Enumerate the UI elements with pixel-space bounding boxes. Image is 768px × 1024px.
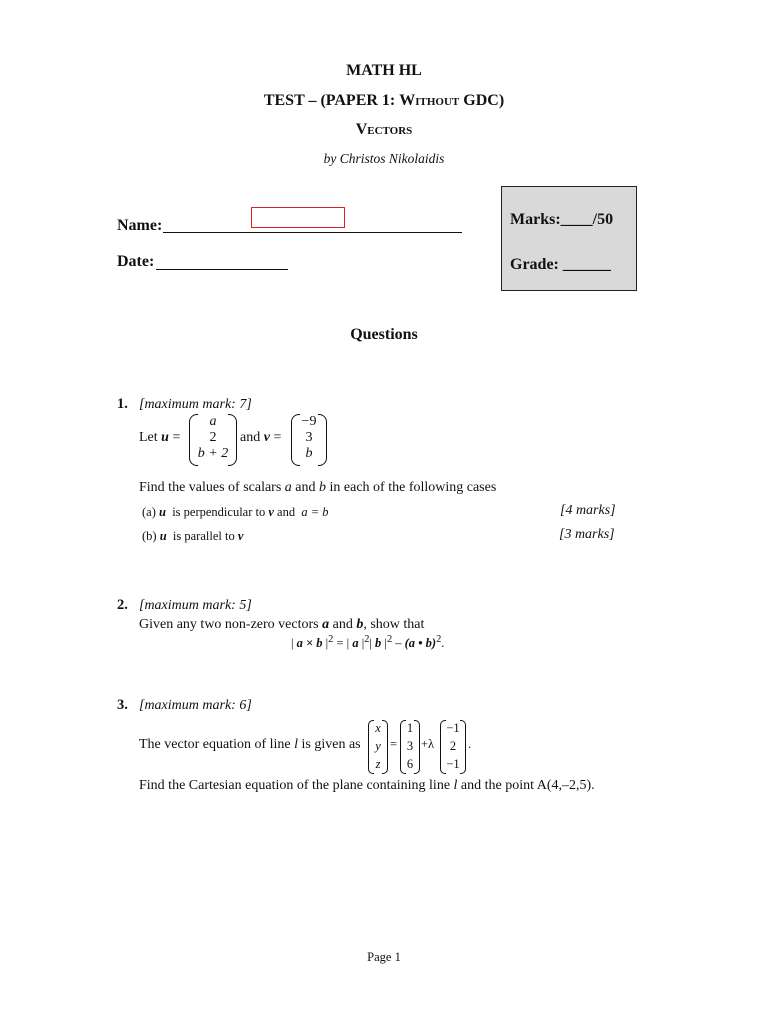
q2-text-post: , show that (363, 617, 425, 632)
q1a-text: is perpendicular to (165, 505, 269, 519)
q1-u-entry-3: b + 2 (197, 446, 229, 461)
marks-grade-box (501, 186, 637, 291)
q1-instr-pre: Find the values of scalars (139, 480, 285, 495)
q1-instr-b: b (319, 480, 327, 495)
q1-u-symbol: u (161, 430, 169, 445)
q1-and: and (240, 430, 261, 445)
q3-find-pre: Find the Cartesian equation of the plane containing line (139, 778, 454, 793)
q2-period: . (441, 636, 445, 651)
q1-and-v (240, 430, 281, 446)
abs-bar-2: | (325, 636, 329, 651)
grade-field (510, 256, 611, 274)
q3-find-post: and the point A(4,–2,5). (457, 778, 595, 793)
q3-text-post: is given as (298, 737, 361, 752)
q1a-marks: [4 marks] (560, 503, 616, 518)
page-number: Page 1 (367, 950, 401, 964)
q1-let (139, 430, 180, 446)
q3-p2: 3 (406, 739, 414, 753)
q3-equals: = (390, 737, 398, 751)
q1-eq-1: = (172, 430, 181, 445)
q3-y: y (375, 739, 381, 753)
q3-direction-vector (440, 720, 466, 772)
q1b-text: is parallel to (166, 529, 238, 543)
q1-v-entry-1: −9 (301, 414, 317, 429)
q2-exp-2: 2 (364, 634, 370, 645)
q3-d3: −1 (446, 757, 460, 771)
q1b-marks: [3 marks] (559, 527, 615, 542)
abs-bar-4: | (361, 636, 365, 651)
q1-max-mark: [maximum mark: 7] (139, 397, 252, 412)
marks-blank: ____ (560, 211, 593, 228)
q3-find (139, 778, 595, 794)
q2-exp-3: 2 (386, 634, 393, 645)
questions-heading: Questions (350, 326, 418, 343)
subtitle-suffix: GDC) (459, 92, 505, 109)
q3-x: x (375, 721, 381, 735)
q1-u-entry-1: a (209, 414, 217, 429)
q1-v-symbol: v (263, 430, 270, 445)
topic-title: Vectors (355, 121, 413, 138)
q2-number: 2. (117, 597, 128, 613)
q1a-v: v (268, 505, 274, 519)
grade-blank: ______ (562, 256, 611, 273)
q2-and: and (329, 617, 357, 632)
q2-max-mark: [maximum mark: 5] (139, 598, 252, 613)
abs-bar-3: | (346, 636, 350, 651)
q3-find-l: l (453, 778, 458, 793)
q1a-label: (a) (142, 505, 156, 519)
q1-u-entry-2: 2 (209, 430, 217, 445)
test-subtitle (0, 92, 768, 110)
q1b-v: v (237, 529, 244, 543)
q2-eq: = (333, 636, 347, 651)
subtitle-prefix: TEST – (PAPER 1: (263, 92, 400, 109)
q1b-u: u (159, 529, 167, 543)
grade-label: Grade: (510, 256, 559, 273)
q1-v-entry-2: 3 (305, 430, 313, 445)
q1-number: 1. (117, 396, 128, 412)
q3-period: . (468, 737, 472, 751)
q3-z: z (375, 757, 381, 771)
q1-instr-and: and (291, 480, 320, 495)
marks-label: Marks: (510, 211, 561, 228)
date-line[interactable] (156, 255, 288, 270)
q2-dot-product: (a • b) (404, 636, 437, 651)
q2-b: b (356, 617, 364, 632)
marks-field (510, 211, 613, 229)
q2-cross-product: a × b (296, 636, 323, 651)
q2-rhs-b: b (375, 636, 382, 651)
date-label: Date: (117, 253, 155, 270)
marks-total: /50 (592, 211, 614, 228)
q2-minus: – (392, 636, 405, 651)
highlight-box (251, 207, 345, 228)
q3-plus-lambda: +λ (421, 737, 435, 751)
test-title: MATH HL (346, 62, 422, 79)
q1a-text2: and (273, 505, 302, 519)
q2-exp-1: 2 (328, 634, 334, 645)
name-label: Name: (117, 217, 163, 234)
q1a-condition: a = b (301, 505, 329, 519)
q1-u-vector (189, 414, 237, 464)
q3-point-vector (400, 720, 420, 772)
q3-p1: 1 (406, 721, 414, 735)
q1-instr-a: a (284, 480, 292, 495)
q3-l: l (294, 737, 298, 752)
abs-bar-5: | (369, 636, 372, 651)
q1-instr-post: in each of the following cases (326, 480, 497, 495)
q1-part-b (142, 529, 243, 544)
q3-max-mark: [maximum mark: 6] (139, 698, 252, 713)
q1-v-vector (291, 414, 327, 464)
q1-v-entry-3: b (305, 446, 313, 461)
q3-text-pre: The vector equation of line (139, 737, 295, 752)
q3-number: 3. (117, 697, 128, 713)
q3-d2: 2 (449, 739, 457, 753)
author-byline: by Christos Nikolaidis (323, 151, 445, 166)
q2-rhs-a: a (352, 636, 359, 651)
q2-a: a (322, 617, 330, 632)
q1-part-a (142, 505, 329, 520)
subtitle-smallcaps: Without (399, 92, 460, 109)
q3-p3: 6 (406, 757, 414, 771)
q1a-u: u (159, 505, 166, 519)
abs-bar-6: | (384, 636, 387, 651)
q2-formula (291, 634, 444, 651)
q3-text (139, 737, 361, 753)
q1b-label: (b) (142, 529, 157, 543)
q2-exp-4: 2 (436, 634, 442, 645)
q3-xyz-vector (368, 720, 388, 772)
q1-eq-2: = (273, 430, 282, 445)
abs-bar-1: | (291, 636, 294, 651)
q1-let-word: Let (139, 430, 158, 445)
q1-instruction (139, 480, 496, 496)
q2-text (139, 617, 424, 633)
q3-d1: −1 (446, 721, 460, 735)
q2-text-pre: Given any two non-zero vectors (139, 617, 323, 632)
